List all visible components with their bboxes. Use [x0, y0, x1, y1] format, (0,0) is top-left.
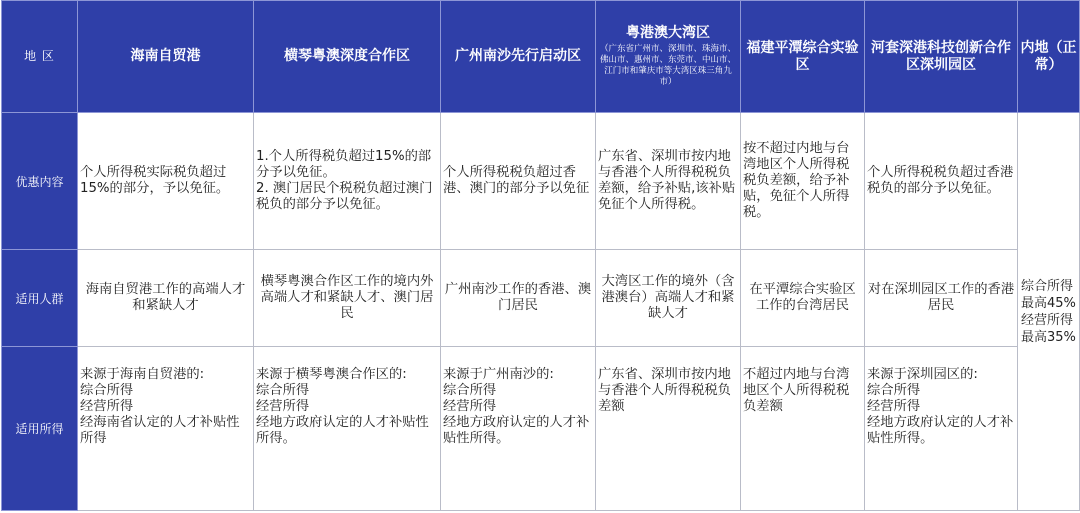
income-hainan-text: 来源于海南自贸港的: 综合所得 经营所得 经海南省认定的人才补贴性所得: [80, 367, 240, 446]
row-label-eligible: 适用人群: [2, 250, 78, 347]
tax-comparison-table: [1, 0, 1080, 511]
benefits-pingtan: 按不超过内地与台湾地区个人所得税税负差额，给予补贴，免征个人所得税。: [741, 113, 865, 250]
income-hengqin-text: 来源于横琴粤澳合作区的: 综合所得 经营所得 经地方政府认定的人才补贴性所得。: [256, 367, 429, 446]
col-header-hengqin: 横琴粤澳深度合作区: [254, 1, 441, 113]
row-label-benefits: 优惠内容: [2, 113, 78, 250]
benefits-hainan: 个人所得税实际税负超过15%的部分，予以免征。: [78, 113, 254, 250]
col-header-gba: [596, 1, 741, 113]
col-header-gba-subtitle: （广东省广州市、深圳市、珠海市、佛山市、惠州市、东莞市、中山市、江门市和肇庆市等大湾区珠三角九市）: [599, 44, 736, 87]
income-hetao: [865, 347, 1018, 511]
mainland-normal-rate: [1018, 113, 1080, 511]
eligible-nansha: 广州南沙工作的香港、澳门居民: [441, 250, 596, 347]
region-header: 地 区: [2, 1, 78, 113]
income-gba: 广东省、深圳市按内地与香港个人所得税税负差额: [596, 347, 741, 511]
benefits-gba: 广东省、深圳市按内地与香港个人所得税税负差额，给予补贴,该补贴免征个人所得税。: [596, 113, 741, 250]
eligible-hainan: 海南自贸港工作的高端人才和紧缺人才: [78, 250, 254, 347]
income-nansha: [441, 347, 596, 511]
row-label-income: 适用所得: [2, 347, 78, 511]
col-header-hainan: 海南自贸港: [78, 1, 254, 113]
benefits-nansha: 个人所得税税负超过香港、澳门的部分予以免征: [441, 113, 596, 250]
row-eligible: [2, 250, 1080, 347]
col-header-hetao: 河套深港科技创新合作区深圳园区: [865, 1, 1018, 113]
row-income: [2, 347, 1080, 511]
eligible-pingtan: 在平潭综合实验区工作的台湾居民: [741, 250, 865, 347]
benefits-hetao: 个人所得税税负超过香港税负的部分予以免征。: [865, 113, 1018, 250]
benefits-hengqin-text: 1.个人所得税负超过15%的部分予以免征。 2. 澳门居民个税税负超过澳门税负的部分予以免征。: [256, 149, 433, 212]
income-hainan: [78, 347, 254, 511]
income-nansha-text: 来源于广州南沙的: 综合所得 经营所得 经地方政府认定的人才补贴性所得。: [443, 367, 590, 446]
income-hetao-text: 来源于深圳园区的: 综合所得 经营所得 经地方政府认定的人才补贴性所得。: [867, 367, 1014, 446]
income-pingtan: 不超过内地与台湾地区个人所得税税负差额: [741, 347, 865, 511]
col-header-nansha: 广州南沙先行启动区: [441, 1, 596, 113]
mainland-normal-rate-text: 综合所得最高45% 经营所得最高35%: [1021, 278, 1076, 345]
benefits-hengqin: [254, 113, 441, 250]
eligible-hetao: 对在深圳园区工作的香港居民: [865, 250, 1018, 347]
col-header-gba-title: 粤港澳大湾区: [626, 25, 710, 41]
eligible-gba: 大湾区工作的境外（含港澳台）高端人才和紧缺人才: [596, 250, 741, 347]
col-header-pingtan: 福建平潭综合实验区: [741, 1, 865, 113]
row-benefits: [2, 113, 1080, 250]
eligible-hengqin: 横琴粤澳合作区工作的境内外高端人才和紧缺人才、澳门居民: [254, 250, 441, 347]
header-row: [2, 1, 1080, 113]
income-hengqin: [254, 347, 441, 511]
col-header-mainland: 内地（正常）: [1018, 1, 1080, 113]
